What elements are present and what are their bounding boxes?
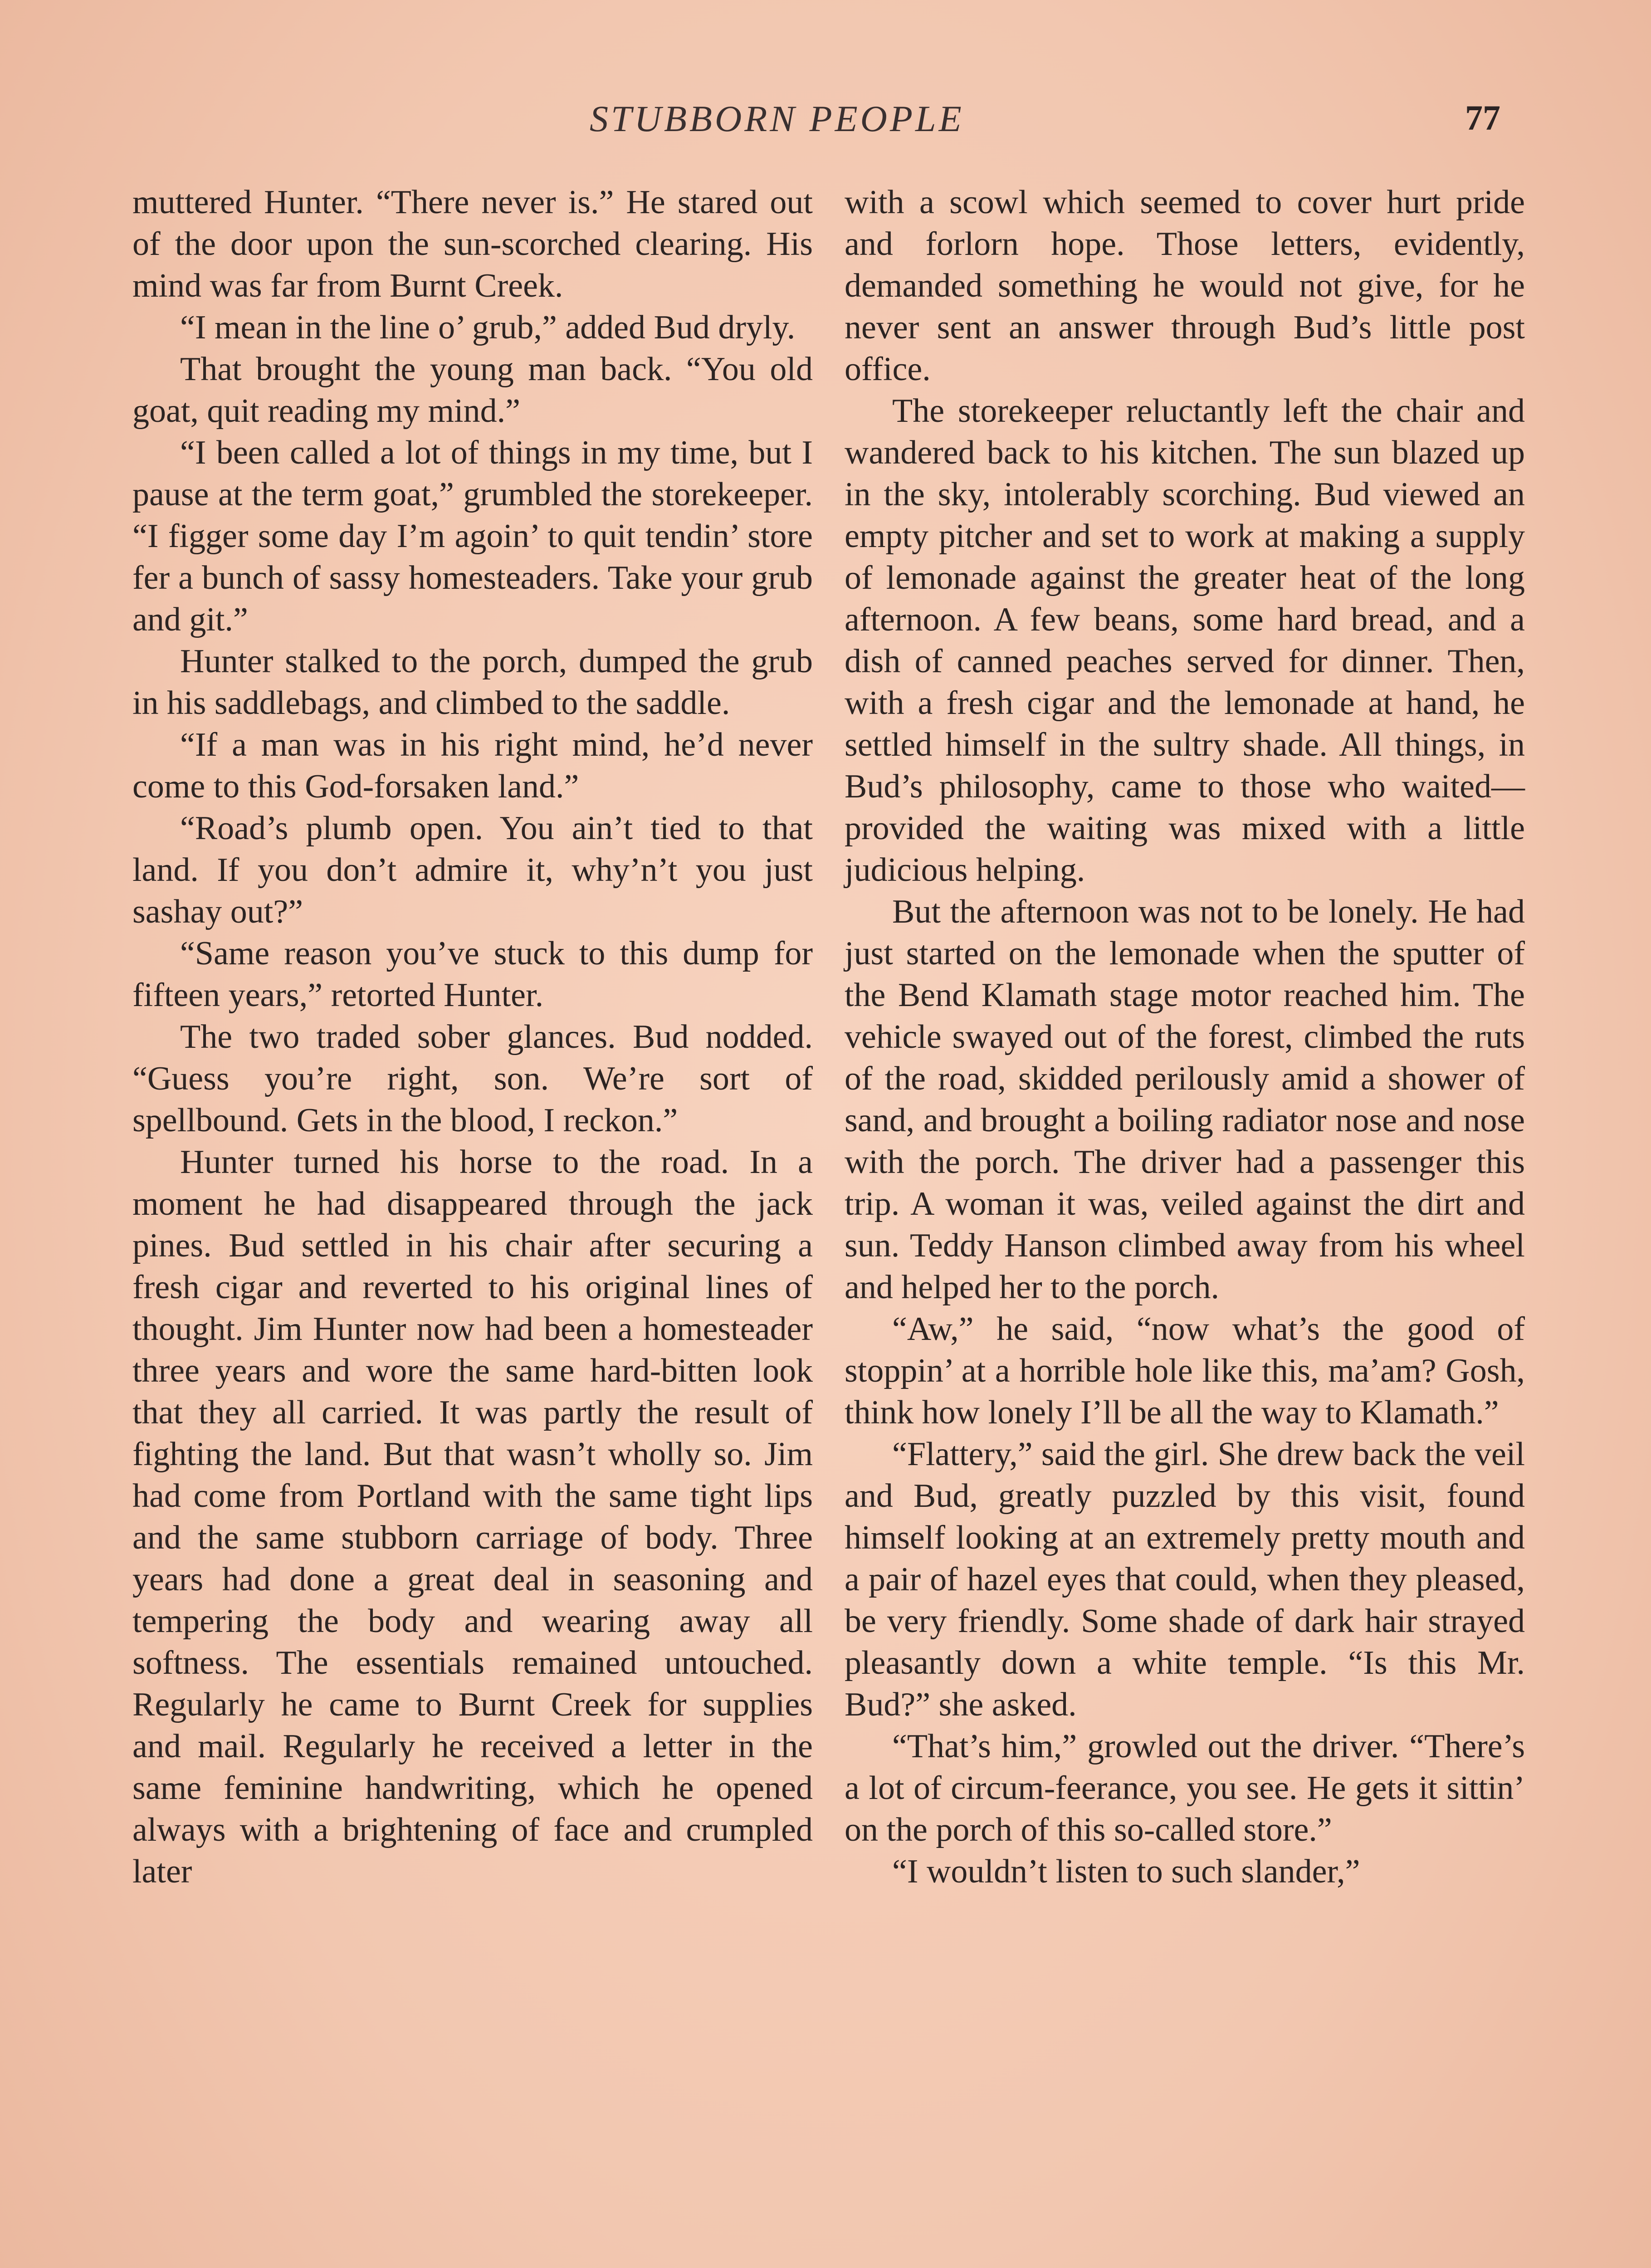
page-number: 77 bbox=[1465, 98, 1500, 137]
paragraph: muttered Hunter. “There never is.” He stared out of the door upon the sun-scorched clearing. His mind was far from Burnt Creek. bbox=[132, 184, 813, 304]
paragraph: “I wouldn’t listen to such slander,” bbox=[892, 1853, 1360, 1890]
paragraph: “I been called a lot of things in my time, but I pause at the term goat,” grumbled the storekeeper. “I figger some day I’m agoin’ to quit tendin’ store fer a bunch of sassy homesteaders. Take your grub and git.” bbox=[132, 434, 813, 638]
paragraph: “Aw,” he said, “now what’s the good of stoppin’ at a horrible hole like this, ma’am? Gosh, think how lonely I’ll be all the way to Klamath.” bbox=[845, 1310, 1525, 1431]
running-header bbox=[0, 98, 1651, 152]
paragraph: “If a man was in his right mind, he’d never come to this God-forsaken land.” bbox=[132, 726, 813, 805]
running-title: STUBBORN PEOPLE bbox=[590, 98, 964, 139]
paragraph: Hunter turned his horse to the road. In a moment he had disappeared through the jack pines. Bud settled in his chair after securing a fresh cigar and reverted to his original lines of thought. Jim Hunter now had been a homesteader three years and wore the same hard-bitten look that they all carried. It was partly the result of fighting the land. But that wasn’t wholly so. Jim had come from Portland with the same tight lips and the same stubborn carriage of body. Three years had done a great deal in seasoning and tempering the body and wearing away all softness. The essentials remained untouched. Regularly he came to Burnt Creek for supplies and mail. Regularly he received a letter in the same feminine handwriting, which he opened always with a brightening of face and crumpled later bbox=[132, 1144, 813, 1890]
paragraph: “Flattery,” said the girl. She drew back the veil and Bud, greatly puzzled by this visit, found himself looking at an extremely pretty mouth and a pair of hazel eyes that could, when they pleased, be very friendly. Some shade of dark hair strayed pleasantly down a white temple. “Is this Mr. Bud?” she asked. bbox=[845, 1436, 1525, 1723]
paragraph: “Road’s plumb open. You ain’t tied to that land. If you don’t admire it, why’n’t you just sashay out?” bbox=[132, 810, 813, 930]
paragraph: “That’s him,” growled out the driver. “There’s a lot of circum-feerance, you see. He gets it sittin’ on the porch of this so-called store.” bbox=[845, 1728, 1525, 1848]
right-column bbox=[845, 181, 1525, 1892]
left-column bbox=[132, 181, 813, 1892]
paragraph: But the afternoon was not to be lonely. He had just started on the lemonade when the sputter of the Bend Klamath stage motor reached him. The vehicle swayed out of the forest, climbed the ruts of the road, skidded perilously amid a shower of sand, and brought a boiling radiator nose and nose with the porch. The driver had a passenger this trip. A woman it was, veiled against the dirt and sun. Teddy Hanson climbed away from his wheel and helped her to the porch. bbox=[845, 893, 1525, 1306]
paragraph: The storekeeper reluctantly left the chair and wandered back to his kitchen. The sun blazed up in the sky, intolerably scorching. Bud viewed an empty pitcher and set to work at making a supply of lemonade against the greater heat of the long afternoon. A few beans, some hard bread, and a dish of canned peaches served for dinner. Then, with a fresh cigar and the lemonade at hand, he settled himself in the sultry shade. All things, in Bud’s philosophy, came to those who waited—provided the waiting was mixed with a little judicious helping. bbox=[845, 392, 1525, 889]
paragraph: with a scowl which seemed to cover hurt pride and forlorn hope. Those letters, evidently, demanded something he would not give, for he never sent an answer through Bud’s little post office. bbox=[845, 184, 1525, 388]
paragraph: “Same reason you’ve stuck to this dump for fifteen years,” retorted Hunter. bbox=[132, 935, 813, 1014]
paragraph: Hunter stalked to the porch, dumped the grub in his saddlebags, and climbed to the saddle. bbox=[132, 643, 813, 722]
paragraph: The two traded sober glances. Bud nodded. “Guess you’re right, son. We’re sort of spellbound. Gets in the blood, I reckon.” bbox=[132, 1018, 813, 1139]
paragraph: That brought the young man back. “You old goat, quit reading my mind.” bbox=[132, 351, 813, 430]
paragraph: “I mean in the line o’ grub,” added Bud dryly. bbox=[180, 309, 796, 346]
